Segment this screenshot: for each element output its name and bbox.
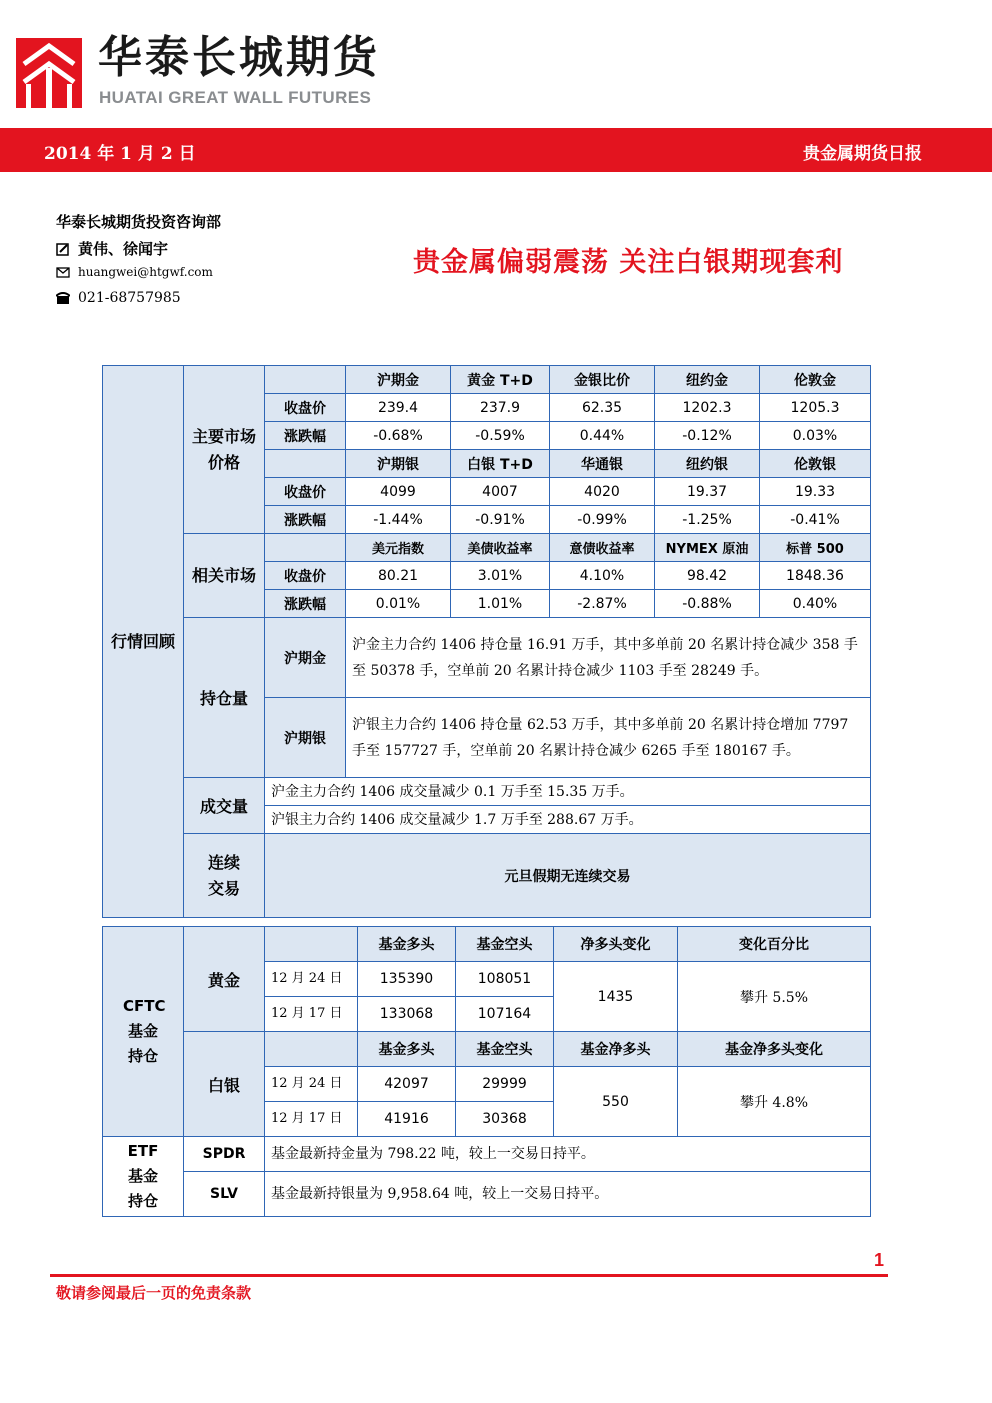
cftc-silver-short-1: 30368 bbox=[456, 1102, 554, 1137]
cftc-gold-net-change: 1435 bbox=[554, 962, 678, 1032]
related-header-0: 美元指数 bbox=[346, 534, 451, 562]
subsection-volume: 成交量 bbox=[184, 778, 265, 834]
silver-header-2: 华通银 bbox=[550, 450, 655, 478]
gold-header-2: 金银比价 bbox=[550, 366, 655, 394]
silver-header-1: 白银 T+D bbox=[451, 450, 550, 478]
author-names: 黄伟、徐闻宇 bbox=[78, 240, 169, 258]
cftc-silver-header-2: 基金净多头 bbox=[554, 1032, 678, 1067]
report-type: 贵金属期货日报 bbox=[803, 144, 922, 164]
subsection-continuous: 连续交易 bbox=[184, 834, 265, 918]
gold-change-2: 0.44% bbox=[550, 422, 655, 450]
cftc-gold-long-1: 133068 bbox=[358, 997, 456, 1032]
position-gold-label: 沪期金 bbox=[265, 618, 346, 698]
related-header-4: 标普 500 bbox=[760, 534, 871, 562]
silver-close-0: 4099 bbox=[346, 478, 451, 506]
cftc-silver-net: 550 bbox=[554, 1067, 678, 1137]
cftc-silver-label: 白银 bbox=[184, 1032, 265, 1137]
cftc-silver-header-0: 基金多头 bbox=[358, 1032, 456, 1067]
etf-slv-text: 基金最新持银量为 9,958.64 吨，较上一交易日持平。 bbox=[265, 1172, 871, 1217]
related-header-3: NYMEX 原油 bbox=[655, 534, 760, 562]
silver-change-3: -1.25% bbox=[655, 506, 760, 534]
row-label-change: 涨跌幅 bbox=[265, 506, 346, 534]
cftc-silver-long-0: 42097 bbox=[358, 1067, 456, 1102]
related-close-3: 98.42 bbox=[655, 562, 760, 590]
market-review-table bbox=[102, 365, 871, 918]
volume-silver-text: 沪银主力合约 1406 成交量减少 1.7 万手至 288.67 万手。 bbox=[265, 806, 871, 834]
author-email[interactable]: huangwei@htgwf.com bbox=[78, 265, 213, 279]
gold-change-1: -0.59% bbox=[451, 422, 550, 450]
continuous-text: 元旦假期无连续交易 bbox=[265, 834, 871, 918]
department: 华泰长城期货投资咨询部 bbox=[56, 213, 222, 231]
silver-change-1: -0.91% bbox=[451, 506, 550, 534]
silver-close-4: 19.33 bbox=[760, 478, 871, 506]
cftc-silver-header-1: 基金空头 bbox=[456, 1032, 554, 1067]
gold-close-2: 62.35 bbox=[550, 394, 655, 422]
disclaimer-link[interactable]: 敬请参阅最后一页的免责条款 bbox=[56, 1284, 252, 1302]
cftc-gold-label: 黄金 bbox=[184, 927, 265, 1032]
cftc-gold-pct: 攀升 5.5% bbox=[678, 962, 871, 1032]
silver-close-3: 19.37 bbox=[655, 478, 760, 506]
related-change-3: -0.88% bbox=[655, 590, 760, 618]
author-phone-row bbox=[56, 290, 181, 306]
gold-close-1: 237.9 bbox=[451, 394, 550, 422]
row-label-close: 收盘价 bbox=[265, 478, 346, 506]
cftc-etf-table bbox=[102, 926, 871, 1217]
subsection-open-interest: 持仓量 bbox=[184, 618, 265, 778]
cftc-silver-date-1: 12 月 17 日 bbox=[265, 1102, 358, 1137]
silver-change-0: -1.44% bbox=[346, 506, 451, 534]
cftc-silver-pct: 攀升 4.8% bbox=[678, 1067, 871, 1137]
gold-close-0: 239.4 bbox=[346, 394, 451, 422]
silver-change-4: -0.41% bbox=[760, 506, 871, 534]
cftc-gold-header-3: 变化百分比 bbox=[678, 927, 871, 962]
cftc-gold-short-0: 108051 bbox=[456, 962, 554, 997]
subsection-related-markets: 相关市场 bbox=[184, 534, 265, 618]
related-close-2: 4.10% bbox=[550, 562, 655, 590]
report-date: 2014 年 1 月 2 日 bbox=[44, 144, 196, 164]
cftc-silver-date-0: 12 月 24 日 bbox=[265, 1067, 358, 1102]
cftc-gold-header-1: 基金空头 bbox=[456, 927, 554, 962]
phone-icon bbox=[56, 291, 70, 305]
cftc-gold-date-0: 12 月 24 日 bbox=[265, 962, 358, 997]
company-logo bbox=[16, 38, 82, 108]
row-label-change: 涨跌幅 bbox=[265, 590, 346, 618]
cftc-silver-header-3: 基金净多头变化 bbox=[678, 1032, 871, 1067]
row-label-change: 涨跌幅 bbox=[265, 422, 346, 450]
footer-divider bbox=[50, 1274, 888, 1277]
cftc-gold-long-0: 135390 bbox=[358, 962, 456, 997]
section-cftc: CFTC 基金持仓 bbox=[103, 927, 184, 1137]
related-change-1: 1.01% bbox=[451, 590, 550, 618]
position-silver-text: 沪银主力合约 1406 持仓量 62.53 万手，其中多单前 20 名累计持仓增加 7797 手至 157727 手，空单前 20 名累计持仓减少 6265 手至 180167 手。 bbox=[346, 698, 871, 778]
silver-header-0: 沪期银 bbox=[346, 450, 451, 478]
author-email-row bbox=[56, 265, 213, 279]
position-gold-text: 沪金主力合约 1406 持仓量 16.91 万手，其中多单前 20 名累计持仓减少 358 手至 50378 手，空单前 20 名累计持仓减少 1103 手至 28249 手。 bbox=[346, 618, 871, 698]
related-change-2: -2.87% bbox=[550, 590, 655, 618]
gold-change-0: -0.68% bbox=[346, 422, 451, 450]
gold-change-3: -0.12% bbox=[655, 422, 760, 450]
cftc-silver-short-0: 29999 bbox=[456, 1067, 554, 1102]
silver-close-2: 4020 bbox=[550, 478, 655, 506]
related-close-1: 3.01% bbox=[451, 562, 550, 590]
gold-change-4: 0.03% bbox=[760, 422, 871, 450]
row-label-close: 收盘价 bbox=[265, 394, 346, 422]
cftc-gold-header-2: 净多头变化 bbox=[554, 927, 678, 962]
silver-header-3: 纽约银 bbox=[655, 450, 760, 478]
section-market-review: 行情回顾 bbox=[103, 366, 184, 918]
cftc-gold-header-0: 基金多头 bbox=[358, 927, 456, 962]
brand-name-en: HUATAI GREAT WALL FUTURES bbox=[99, 88, 372, 107]
position-silver-label: 沪期银 bbox=[265, 698, 346, 778]
etf-slv-label: SLV bbox=[184, 1172, 265, 1217]
related-close-4: 1848.36 bbox=[760, 562, 871, 590]
gold-header-4: 伦敦金 bbox=[760, 366, 871, 394]
gold-header-0: 沪期金 bbox=[346, 366, 451, 394]
cftc-gold-short-1: 107164 bbox=[456, 997, 554, 1032]
related-change-4: 0.40% bbox=[760, 590, 871, 618]
author-names-row bbox=[56, 238, 168, 259]
etf-spdr-text: 基金最新持金量为 798.22 吨，较上一交易日持平。 bbox=[265, 1137, 871, 1172]
gold-header-1: 黄金 T+D bbox=[451, 366, 550, 394]
cftc-gold-date-1: 12 月 17 日 bbox=[265, 997, 358, 1032]
brand-name-cn: 华泰长城期货 bbox=[98, 32, 380, 83]
section-etf: ETF 基金持仓 bbox=[103, 1137, 184, 1217]
related-header-1: 美债收益率 bbox=[451, 534, 550, 562]
silver-header-4: 伦敦银 bbox=[760, 450, 871, 478]
gold-close-3: 1202.3 bbox=[655, 394, 760, 422]
silver-change-2: -0.99% bbox=[550, 506, 655, 534]
etf-spdr-label: SPDR bbox=[184, 1137, 265, 1172]
related-close-0: 80.21 bbox=[346, 562, 451, 590]
row-label-close: 收盘价 bbox=[265, 562, 346, 590]
related-change-0: 0.01% bbox=[346, 590, 451, 618]
subsection-main-prices: 主要市场价格 bbox=[184, 366, 265, 534]
headline: 贵金属偏弱震荡 关注白银期现套利 bbox=[413, 247, 844, 278]
edit-icon bbox=[56, 242, 70, 256]
related-header-2: 意债收益率 bbox=[550, 534, 655, 562]
page-number: 1 bbox=[874, 1250, 885, 1270]
silver-close-1: 4007 bbox=[451, 478, 550, 506]
gold-header-3: 纽约金 bbox=[655, 366, 760, 394]
gold-close-4: 1205.3 bbox=[760, 394, 871, 422]
volume-gold-text: 沪金主力合约 1406 成交量减少 0.1 万手至 15.35 万手。 bbox=[265, 778, 871, 806]
cftc-silver-long-1: 41916 bbox=[358, 1102, 456, 1137]
email-icon bbox=[56, 265, 70, 279]
author-phone: 021-68757985 bbox=[78, 290, 181, 306]
